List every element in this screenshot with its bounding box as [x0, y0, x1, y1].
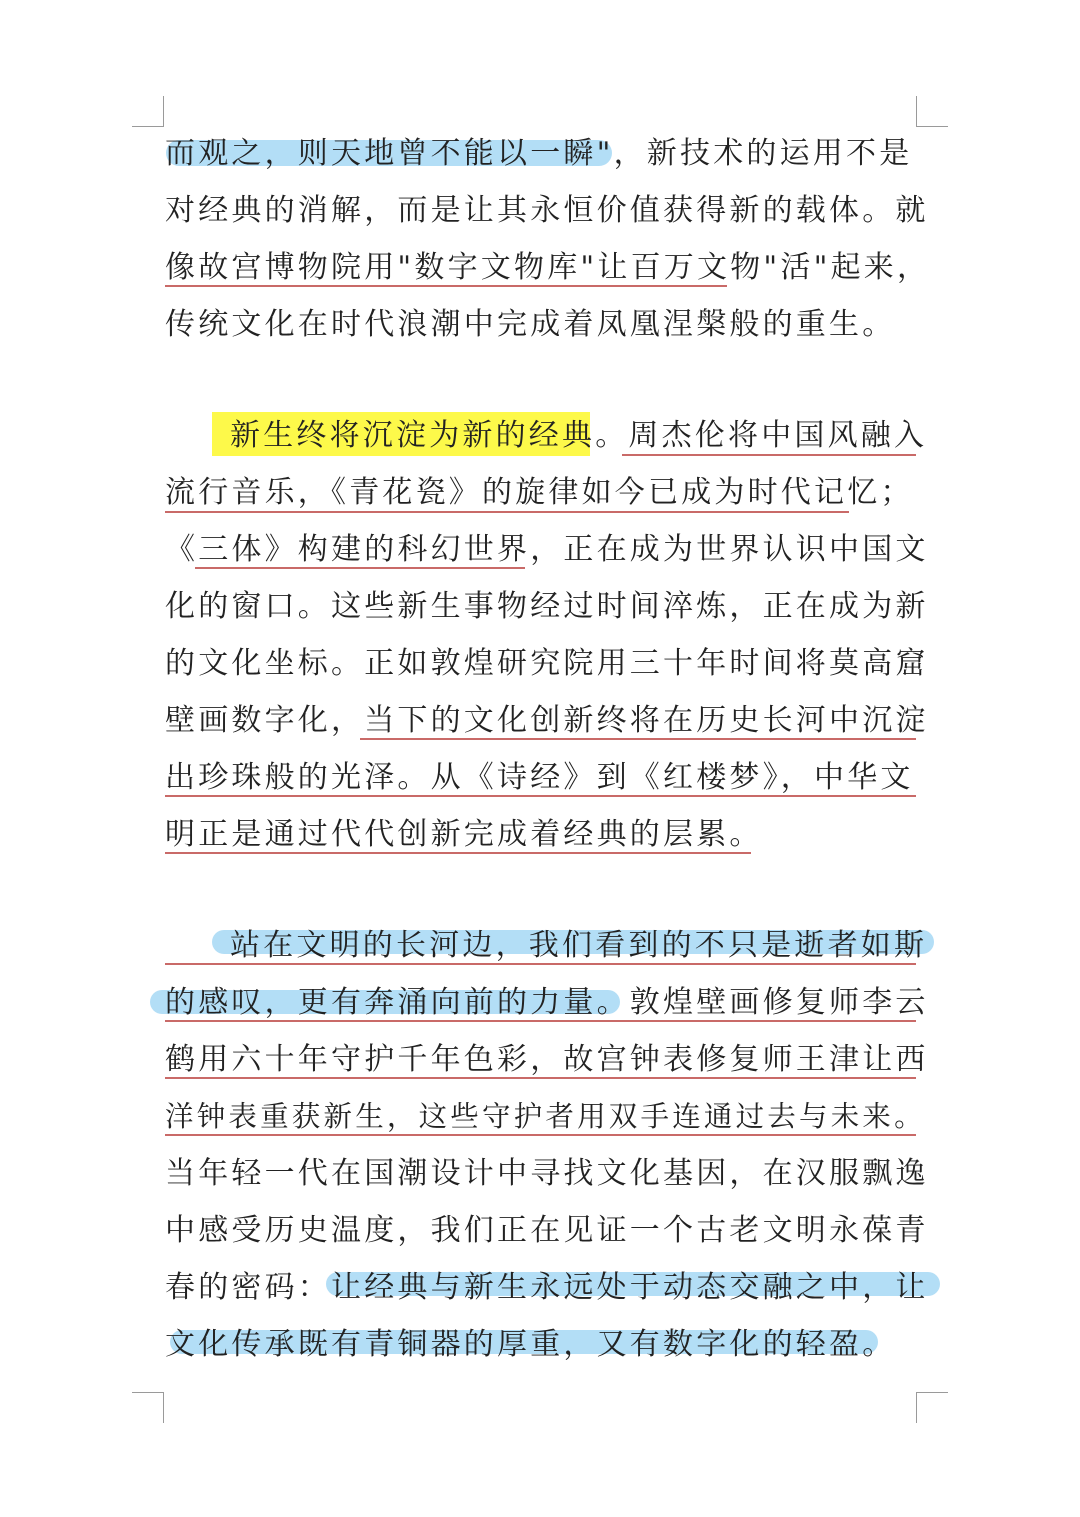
underline-mark — [165, 1134, 916, 1136]
underline-mark — [165, 795, 916, 797]
underline-mark — [195, 567, 525, 569]
margin-mark-bottom-left-v — [163, 1392, 164, 1423]
text-line — [0, 975, 1080, 1031]
line-text: 的感叹，更有奔涌向前的力量。敦煌壁画修复师李云 — [165, 985, 929, 1020]
line-text: 鹤用六十年守护千年色彩，故宫钟表修复师王津让西 — [165, 1042, 929, 1077]
underline-mark — [622, 454, 916, 456]
margin-mark-top-left-v — [163, 96, 164, 127]
line-text: 的文化坐标。正如敦煌研究院用三十年时间将莫高窟 — [165, 646, 929, 681]
line-text: 传统文化在时代浪潮中完成着凤凰涅槃般的重生。 — [165, 307, 896, 342]
line-text: 站在文明的长河边，我们看到的不只是逝者如斯 — [230, 928, 928, 963]
underline-mark — [360, 738, 916, 740]
underline-mark — [165, 511, 849, 513]
underline-mark — [165, 1077, 916, 1079]
underline-mark — [165, 285, 727, 287]
underline-mark — [165, 963, 916, 965]
text-line — [0, 183, 1080, 239]
text-line — [0, 1089, 1080, 1145]
text-line — [0, 240, 1080, 296]
line-text: 明正是通过代代创新完成着经典的层累。 — [165, 817, 763, 852]
line-text: 文化传承既有青铜器的厚重，又有数字化的轻盈。 — [165, 1327, 896, 1362]
line-text: 对经典的消解，而是让其永恒价值获得新的载体。就 — [165, 193, 929, 228]
line-text: 洋钟表重获新生，这些守护者用双手连通过去与未来。 — [165, 1100, 926, 1133]
text-line — [0, 1146, 1080, 1202]
text-line — [0, 636, 1080, 692]
line-text: 中感受历史温度，我们正在见证一个古老文明永葆青 — [165, 1213, 929, 1248]
text-line — [0, 693, 1080, 749]
text-line — [0, 1032, 1080, 1088]
line-text: 化的窗口。这些新生事物经过时间淬炼，正在成为新 — [165, 589, 929, 624]
margin-mark-bottom-right-h — [917, 1392, 948, 1393]
line-text: 壁画数字化，当下的文化创新终将在历史长河中沉淀 — [165, 703, 929, 738]
text-line — [0, 579, 1080, 635]
margin-mark-top-right-v — [916, 96, 917, 127]
line-text: 当年轻一代在国潮设计中寻找文化基因，在汉服飘逸 — [165, 1156, 929, 1191]
line-text: 春的密码：让经典与新生永远处于动态交融之中，让 — [165, 1270, 929, 1305]
line-text: 而观之，则天地曾不能以一瞬"，新技术的运用不是 — [165, 136, 913, 171]
text-line — [0, 522, 1080, 578]
line-text: 《三体》构建的科幻世界，正在成为世界认识中国文 — [165, 532, 929, 567]
underline-mark — [165, 852, 751, 854]
margin-mark-bottom-left-h — [132, 1392, 163, 1393]
text-line — [0, 408, 1080, 464]
line-text: 流行音乐，《青花瓷》的旋律如今已成为时代记忆； — [165, 475, 914, 510]
text-line — [0, 807, 1080, 863]
line-text: 出珍珠般的光泽。从《诗经》到《红楼梦》，中华文 — [165, 760, 914, 795]
margin-mark-bottom-right-v — [916, 1392, 917, 1423]
line-text: 像故宫博物院用"数字文物库"让百万文物"活"起来， — [165, 250, 931, 285]
line-text: 新生终将沉淀为新的经典。周杰伦将中国风融入 — [230, 418, 928, 453]
text-line — [0, 1317, 1080, 1373]
text-line — [0, 126, 1080, 182]
text-line — [0, 1260, 1080, 1316]
text-line — [0, 750, 1080, 806]
text-line — [0, 297, 1080, 353]
text-line — [0, 1203, 1080, 1259]
underline-mark — [165, 1020, 916, 1022]
text-line — [0, 918, 1080, 974]
